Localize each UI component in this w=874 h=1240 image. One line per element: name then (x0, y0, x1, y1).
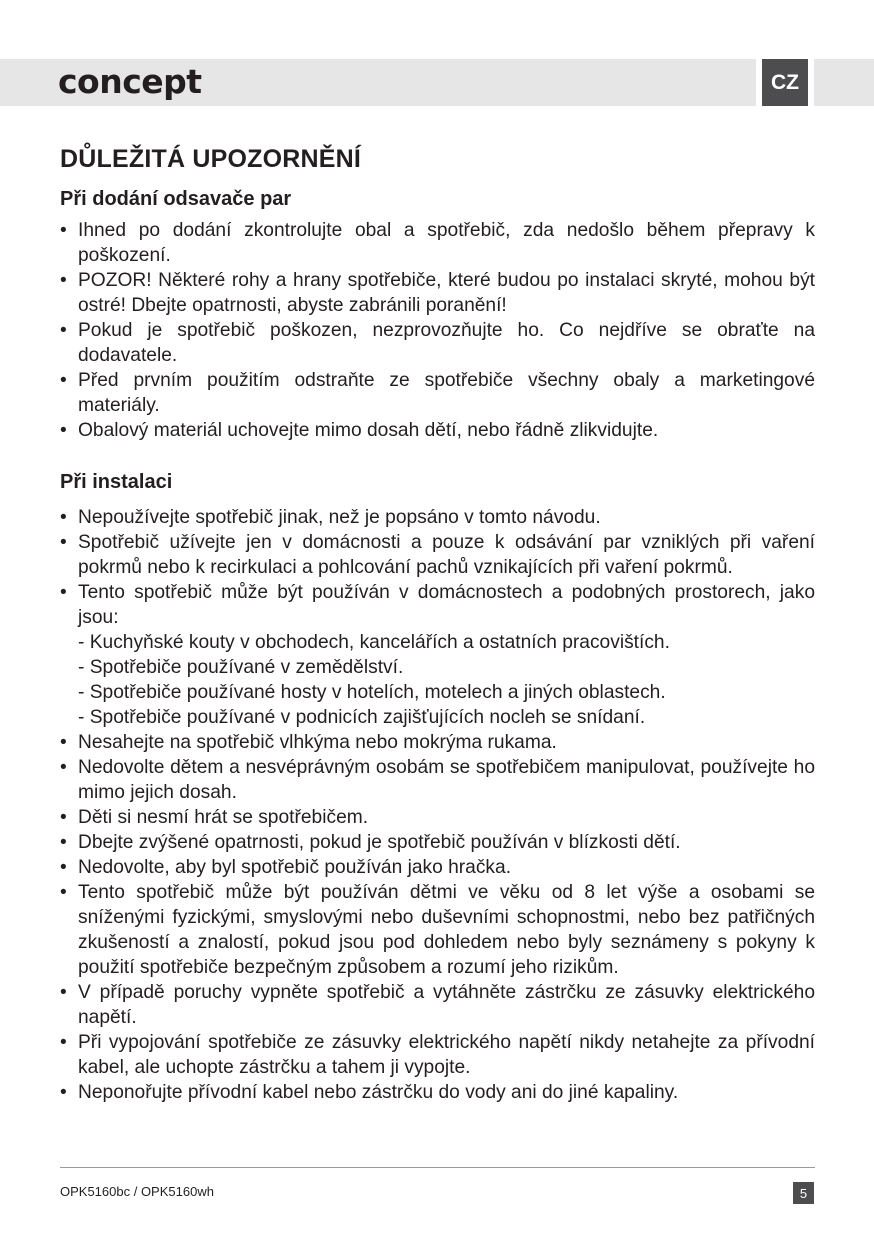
list-item: • Dbejte zvýšené opatrnosti, pokud je spotřebič používán v blízkosti dětí. (60, 830, 815, 855)
list-item: • Nesahejte na spotřebič vlhkýma nebo mokrýma rukama. (60, 730, 815, 755)
installation-list (60, 505, 815, 1105)
delivery-list (60, 218, 815, 443)
list-item: • Ihned po dodání zkontrolujte obal a spotřebič, zda nedošlo během přepravy k poškození. (60, 218, 815, 268)
document-body (60, 142, 815, 1105)
section-heading-delivery: Při dodání odsavače par (60, 188, 292, 210)
sub-item: - Spotřebiče používané hosty v hotelích, motelech a jiných oblastech. (78, 682, 666, 703)
brand-logo: concept (58, 62, 202, 101)
list-item: • Spotřebič užívejte jen v domácnosti a pouze k odsávání par vzniklých při vaření pokrmů nebo k recirkulaci a pohlcování pachů vznikajících při vaření pokrmů. (60, 530, 815, 580)
list-item-with-subitems (60, 580, 815, 730)
sub-item: - Kuchyňské kouty v obchodech, kancelářích a ostatních pracovištích. (78, 632, 670, 653)
list-item: • POZOR! Některé rohy a hrany spotřebiče, které budou po instalaci skryté, mohou být ostré! Dbejte opatrnosti, abyste zabránili poranění! (60, 268, 815, 318)
list-item: • V případě poruchy vypněte spotřebič a vytáhněte zástrčku ze zásuvky elektrického napětí. (60, 980, 815, 1030)
page-number: 5 (793, 1182, 814, 1204)
footer-model-number: OPK5160bc / OPK5160wh (60, 1184, 214, 1199)
list-item: • Před prvním použitím odstraňte ze spotřebiče všechny obaly a marketingové materiály. (60, 368, 815, 418)
list-item-text: Tento spotřebič může být používán v domácnostech a podobných prostorech, jako jsou: (78, 582, 815, 628)
list-item: • Při vypojování spotřebiče ze zásuvky elektrického napětí nikdy netahejte za přívodní kabel, ale uchopte zástrčku a tahem ji vypojte. (60, 1030, 815, 1080)
footer-divider (60, 1167, 815, 1168)
sub-item: - Spotřebiče používané v podnicích zajišťujících nocleh se snídaní. (78, 707, 646, 728)
list-item: • Nedovolte, aby byl spotřebič používán jako hračka. (60, 855, 815, 880)
sub-item: - Spotřebiče používané v zemědělství. (78, 657, 404, 678)
header-separator-right (808, 59, 814, 106)
list-item: • Tento spotřebič může být používán dětmi ve věku od 8 let výše a osobami se sníženými fyzickými, smyslovými nebo duševními schopnostmi, nebo bez patřičných zkušeností a znalostí, pokud jsou pod dohledem nebo byly seznámeny s pokyny k použití spotřebiče bezpečným způsobem a rozumí jeho rizikům. (60, 880, 815, 980)
language-badge: CZ (762, 59, 808, 106)
page-title: DŮLEŽITÁ UPOZORNĚNÍ (60, 145, 362, 173)
section-heading-installation: Při instalaci (60, 471, 173, 493)
list-item: • Obalový materiál uchovejte mimo dosah dětí, nebo řádně zlikvidujte. (60, 418, 815, 443)
list-item: • Děti si nesmí hrát se spotřebičem. (60, 805, 815, 830)
list-item: • Nepoužívejte spotřebič jinak, než je popsáno v tomto návodu. (60, 505, 815, 530)
list-item: • Neponořujte přívodní kabel nebo zástrčku do vody ani do jiné kapaliny. (60, 1080, 815, 1105)
list-item: • Nedovolte dětem a nesvéprávným osobám se spotřebičem manipulovat, používejte ho mimo jejich dosah. (60, 755, 815, 805)
list-item: • Pokud je spotřebič poškozen, nezprovozňujte ho. Co nejdříve se obraťte na dodavatele. (60, 318, 815, 368)
